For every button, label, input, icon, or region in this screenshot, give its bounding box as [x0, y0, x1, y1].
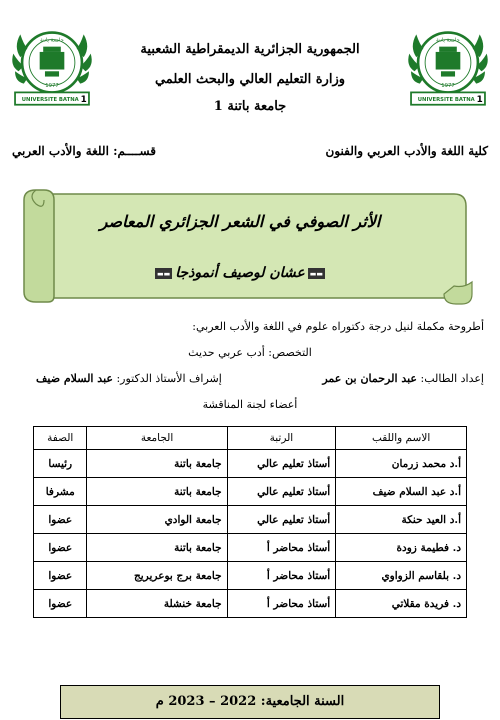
logo-year: 1977 — [45, 83, 59, 90]
member-rank: أستاذ محاضر أ — [227, 534, 336, 562]
logo-number: 1 — [476, 95, 483, 106]
university-logo-left — [8, 22, 96, 110]
table-row — [34, 534, 467, 562]
member-university: جامعة باتنة — [87, 534, 227, 562]
member-role: عضوا — [34, 534, 87, 562]
member-university: جامعة باتنة — [87, 478, 227, 506]
member-rank: أستاذ تعليم عالي — [227, 450, 336, 478]
supervisor — [36, 372, 222, 385]
supervisor-name: عبد السلام ضيف — [36, 372, 113, 385]
logo-text-top: جامعة باتنة — [40, 37, 64, 44]
table-row — [34, 506, 467, 534]
member-role: عضوا — [34, 590, 87, 618]
thesis-title: الأثر الصوفي في الشعر الجزائري المعاصر — [99, 212, 381, 231]
logo-year: 1977 — [441, 83, 455, 90]
committee-table — [33, 426, 467, 618]
table-row — [34, 562, 467, 590]
member-university: جامعة خنشلة — [87, 590, 227, 618]
member-rank: أستاذ تعليم عالي — [227, 506, 336, 534]
member-university: جامعة الوادي — [87, 506, 227, 534]
prepared-by-label: إعداد الطالب: — [420, 372, 484, 385]
header-rank: الرتبة — [227, 427, 336, 450]
logo-text-top: جامعة باتنة — [436, 37, 460, 44]
header-university: الجامعة — [87, 427, 227, 450]
supervisor-label: إشراف الأستاذ الدكتور: — [116, 372, 222, 385]
department-name: قســــم: اللغة والأدب العربي — [12, 144, 156, 158]
table-row — [34, 478, 467, 506]
committee-title: أعضاء لجنة المناقشة — [202, 398, 298, 411]
table-header-row — [34, 427, 467, 450]
header-republic: الجمهورية الجزائرية الديمقراطية الشعبية — [140, 42, 360, 57]
prepared-by — [322, 372, 484, 385]
text-marker: ▬▬ — [157, 268, 171, 278]
logo-number: 1 — [80, 95, 87, 106]
member-name: د. فريدة مقلاتي — [336, 590, 467, 618]
thesis-subtitle-text: عشان لوصيف أنموذجا — [175, 265, 305, 281]
member-role: عضوا — [34, 506, 87, 534]
member-name: أ.د العيد حنكة — [336, 506, 467, 534]
member-role: رئيسا — [34, 450, 87, 478]
member-name: د. بلقاسم الزواوي — [336, 562, 467, 590]
thesis-subtitle — [40, 265, 440, 281]
text-marker: ▬▬ — [309, 268, 323, 278]
table-row — [34, 590, 467, 618]
header-university: جامعة باتنة 1 — [213, 99, 287, 114]
header-ministry: وزارة التعليم العالي والبحث العلمي — [154, 72, 346, 87]
thesis-note: أطروحة مكملة لنيل درجة دكتوراه علوم في اللغة والأدب العربي: — [192, 320, 484, 333]
logo-text-bottom: UNIVERSITE BATNA — [417, 97, 475, 104]
header-name: الاسم واللقب — [336, 427, 467, 450]
member-name: د. فطيمة زودة — [336, 534, 467, 562]
member-university: جامعة باتنة — [87, 450, 227, 478]
university-logo-right — [404, 22, 492, 110]
member-rank: أستاذ تعليم عالي — [227, 478, 336, 506]
member-name: أ.د عبد السلام ضيف — [336, 478, 467, 506]
member-role: مشرفا — [34, 478, 87, 506]
title-scroll-banner — [14, 186, 474, 306]
member-university: جامعة برج بوعريريج — [87, 562, 227, 590]
logo-text-bottom: UNIVERSITE BATNA — [21, 97, 79, 104]
header-role: الصفة — [34, 427, 87, 450]
academic-year: السنة الجامعية: 2022 – 2023 م — [60, 685, 440, 719]
table-row — [34, 450, 467, 478]
member-role: عضوا — [34, 562, 87, 590]
student-name: عبد الرحمان بن عمر — [322, 372, 417, 385]
member-rank: أستاذ محاضر أ — [227, 590, 336, 618]
faculty-name: كلية اللغة والأدب العربي والفنون — [325, 144, 488, 158]
specialty: التخصص: أدب عربي حديث — [188, 346, 312, 359]
member-rank: أستاذ محاضر أ — [227, 562, 336, 590]
member-name: أ.د محمد زرمان — [336, 450, 467, 478]
